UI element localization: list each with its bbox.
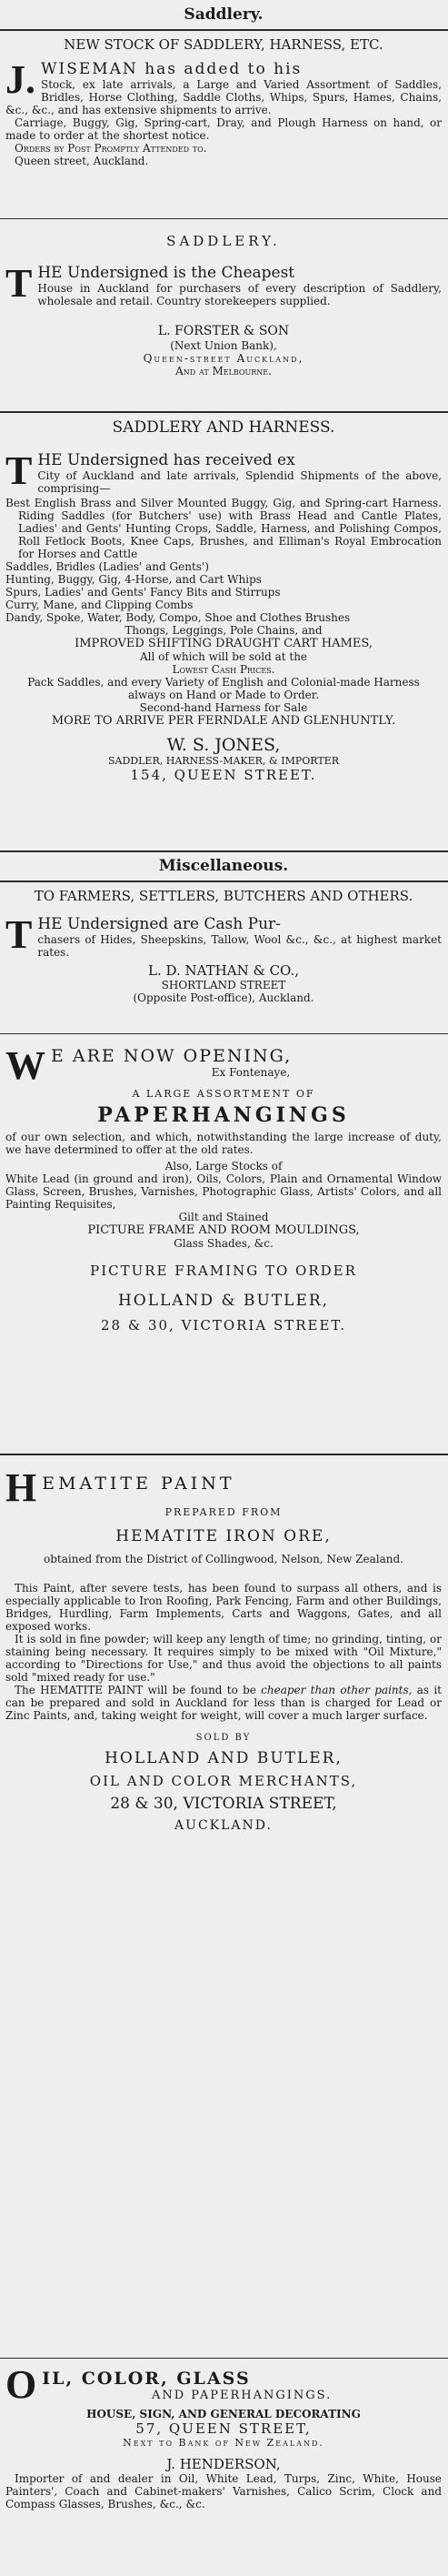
advert-body: Importer of and dealer in Oil, White Lead, Turps, Zinc, White, House Painters', Coach and Cabinet-makers' Varnishes, Calico Scrim, Clock and Compass Glasses, Brushes, &c., &c.	[5, 2472, 442, 2511]
advert-name: L. FORSTER & SON	[157, 324, 290, 338]
advert-lowest: Lowest Cash Prices.	[172, 663, 275, 676]
divider	[0, 218, 448, 219]
advert-henderson	[5, 2362, 442, 2511]
advert-street: SHORTLAND STREET	[161, 979, 286, 991]
advert-title: SADDLERY.	[166, 233, 281, 249]
advert-sold: SOLD BY	[195, 1733, 252, 1743]
advert-name: W. S. JONES,	[166, 735, 281, 755]
advert-paperhangings-title: PAPERHANGINGS	[97, 1103, 350, 1127]
advert-next: Next to Bank of New Zealand.	[123, 2437, 324, 2449]
advert-lead: HE Undersigned is the Cheapest	[37, 264, 295, 282]
advert-paperhangings	[5, 1043, 442, 1333]
advert-sub: AND PAPERHANGINGS.	[151, 2389, 333, 2402]
advert-prep: PREPARED FROM	[164, 1506, 283, 1518]
advert-wiseman	[5, 36, 442, 167]
advert-body: chasers of Hides, Sheepskins, Tallow, Wool &c., &c., at highest market rates.	[37, 933, 442, 959]
advert-trade: SADDLER, HARNESS-MAKER, & IMPORTER	[108, 755, 339, 767]
advert-second: Second-hand Harness for Sale	[139, 701, 308, 714]
advert-note: (Next Union Bank),	[170, 339, 277, 352]
advert-name: J. HENDERSON,	[166, 2456, 281, 2472]
advert-lead: HE Undersigned are Cash Pur-	[37, 915, 281, 933]
advert-para-2: It is sold in fine powder; will keep any length of time; no grinding, tinting, or staining being necessary. It requires simply to be mixed with "Oil Mixture," according to "Directions for Use," and thus avoid the objections to all paints sold "mixed ready for use."	[5, 1633, 442, 1684]
divider	[0, 880, 448, 882]
advert-obtained: obtained from the District of Collingwood, Nelson, New Zealand.	[44, 1553, 403, 1565]
advert-body: House in Auckland for purchasers of every description of Saddlery, wholesale and retail. Country storekeepers supplied.	[37, 282, 442, 307]
advert-lead: WISEMAN has added to his	[41, 60, 303, 78]
divider	[0, 850, 448, 852]
advert-jones	[5, 418, 442, 783]
advert-also: Also, Large Stocks of	[164, 1160, 283, 1172]
advert-gilt: Gilt and Stained	[178, 1211, 269, 1223]
drop-cap: T	[5, 448, 33, 493]
advert-all: All of which will be sold at the	[139, 650, 308, 663]
goods-list	[5, 497, 442, 637]
advert-address: Queen-street Auckland,	[143, 352, 304, 365]
advert-address-2: And at Melbourne.	[175, 365, 272, 377]
advert-improved: IMPROVED SHIFTING DRAUGHT CART HAMES,	[75, 637, 373, 650]
advert-lead: IL, COLOR, GLASS	[42, 2369, 251, 2389]
advert-name: L. D. NATHAN & CO.,	[147, 962, 300, 979]
drop-cap: W	[5, 1043, 45, 1088]
advert-name: HOLLAND & BUTLER,	[117, 1292, 330, 1310]
section-header-saddlery: Saddlery.	[184, 5, 264, 24]
list-item: Saddles, Bridles (Ladies' and Gents')	[5, 560, 209, 573]
advert-ore: HEMATITE IRON ORE,	[115, 1527, 332, 1545]
advert-forster	[5, 233, 442, 377]
list-item: Curry, Mane, and Clipping Combs	[5, 599, 194, 611]
advert-ex: Ex Fontenaye,	[211, 1066, 291, 1079]
divider	[0, 29, 448, 31]
advert-nathan	[5, 888, 442, 1004]
advert-lead: HE Undersigned has received ex	[37, 451, 295, 469]
advert-city: AUCKLAND.	[174, 1818, 273, 1833]
advert-name: HOLLAND AND BUTLER,	[105, 1749, 343, 1767]
advert-carriage: Carriage, Buggy, Gig, Spring-cart, Dray, and Plough Harness on hand, or made to order at the shortest notice.	[5, 116, 442, 142]
advert-hematite	[5, 1465, 442, 1834]
advert-trade: OIL AND COLOR MERCHANTS,	[89, 1773, 358, 1789]
advert-para-1: This Paint, after severe tests, has been found to surpass all others, and is especially applicable to Iron Roofing, Park Fencing, Farm and other Buildings, Bridges, Hurdling, Farm Implements, Carts and Waggons, Gates, and all exposed works.	[5, 1582, 442, 1633]
advert-address: 154, QUEEN STREET.	[130, 767, 317, 783]
advert-address: 57, QUEEN STREET,	[135, 2420, 312, 2437]
drop-cap: O	[5, 2362, 37, 2407]
advert-framing: PICTURE FRAMING TO ORDER	[90, 1263, 357, 1279]
advert-body: Stock, ex late arrivals, a Large and Varied Assortment of Saddles, Bridles, Horse Clothing, Saddle Cloths, Whips, Spurs, Hames, Chains, &c., &c., and has extensive shipments to arrive.	[5, 78, 442, 116]
advert-para-3: The HEMATITE PAINT will be found to be cheaper than other paints, as it can be prepared and sold in Auckland for less than is charged for Lead or Zinc Paints, and, taking weight for weight, will cover a much larger surface.	[5, 1684, 442, 1722]
advert-white: White Lead (in ground and iron), Oils, Colors, Plain and Ornamental Window Glass, Screen, Brushes, Varnishes, Photographic Glass, Artists' Colors, and all Painting Requisites,	[5, 1172, 442, 1211]
drop-cap: T	[5, 912, 33, 957]
advert-title: SADDLERY AND HARNESS.	[112, 418, 335, 437]
advert-headline: NEW STOCK OF SADDLERY, HARNESS, ETC.	[64, 36, 383, 53]
advert-body: of our own selection, and which, notwithstanding the large increase of duty, we have determined to offer at the old rates.	[5, 1131, 442, 1156]
advert-glass: Glass Shades, &c.	[174, 1237, 274, 1250]
divider	[0, 411, 448, 413]
list-item: Dandy, Spoke, Water, Body, Compo, Shoe and Clothes Brushes	[5, 611, 351, 624]
divider	[0, 2358, 448, 2359]
list-item: Hunting, Buggy, Gig, 4-Horse, and Cart Whips	[5, 573, 262, 586]
section-header-miscellaneous: Miscellaneous.	[158, 857, 289, 875]
list-item: Thongs, Leggings, Pole Chains, and	[124, 624, 323, 637]
advert-lead: E ARE NOW OPENING,	[51, 1046, 293, 1066]
advert-address: 28 & 30, VICTORIA STREET,	[110, 1795, 337, 1813]
advert-large: A LARGE ASSORTMENT OF	[132, 1088, 315, 1100]
advert-address: 28 & 30, VICTORIA STREET.	[101, 1317, 346, 1333]
divider	[0, 1454, 448, 1455]
advert-pack: Pack Saddles, and every Variety of English and Colonial-made Harness always on Hand or Made to Order.	[27, 676, 420, 701]
advert-lead: EMATITE PAINT	[42, 1474, 235, 1494]
advert-house: HOUSE, SIGN, AND GENERAL DECORATING	[86, 2408, 361, 2420]
drop-cap: H	[5, 1465, 37, 1510]
advert-more: MORE TO ARRIVE PER FERNDALE AND GLENHUNTLY.	[51, 714, 396, 728]
drop-cap: J.	[5, 57, 35, 102]
divider	[0, 1033, 448, 1034]
advert-address: Queen street, Auckland.	[15, 155, 149, 167]
advert-opposite: (Opposite Post-office), Auckland.	[133, 991, 314, 1004]
drop-cap: T	[5, 261, 33, 306]
advert-frame: PICTURE FRAME AND ROOM MOULDINGS,	[87, 1223, 360, 1237]
list-item: Best English Brass and Silver Mounted Buggy, Gig, and Spring-cart Harness. Riding Saddles (for Butchers' use) with Brass Head and Cantle Plates, Ladies' and Gents' Hunting Crops, Saddle, Harness, and Polishing Compos, Roll Fetlock Boots, Knee Caps, Brushes, and Elliman's Royal Embrocation for Horses and Cattle	[5, 497, 442, 560]
advert-orders: Orders by Post Promptly Attended to.	[15, 142, 207, 155]
list-item: Spurs, Ladies' and Gents' Fancy Bits and Stirrups	[5, 586, 281, 599]
advert-body: City of Auckland and late arrivals, Splendid Shipments of the above, comprising—	[37, 469, 442, 495]
advert-headline: TO FARMERS, SETTLERS, BUTCHERS AND OTHERS.	[34, 888, 413, 904]
